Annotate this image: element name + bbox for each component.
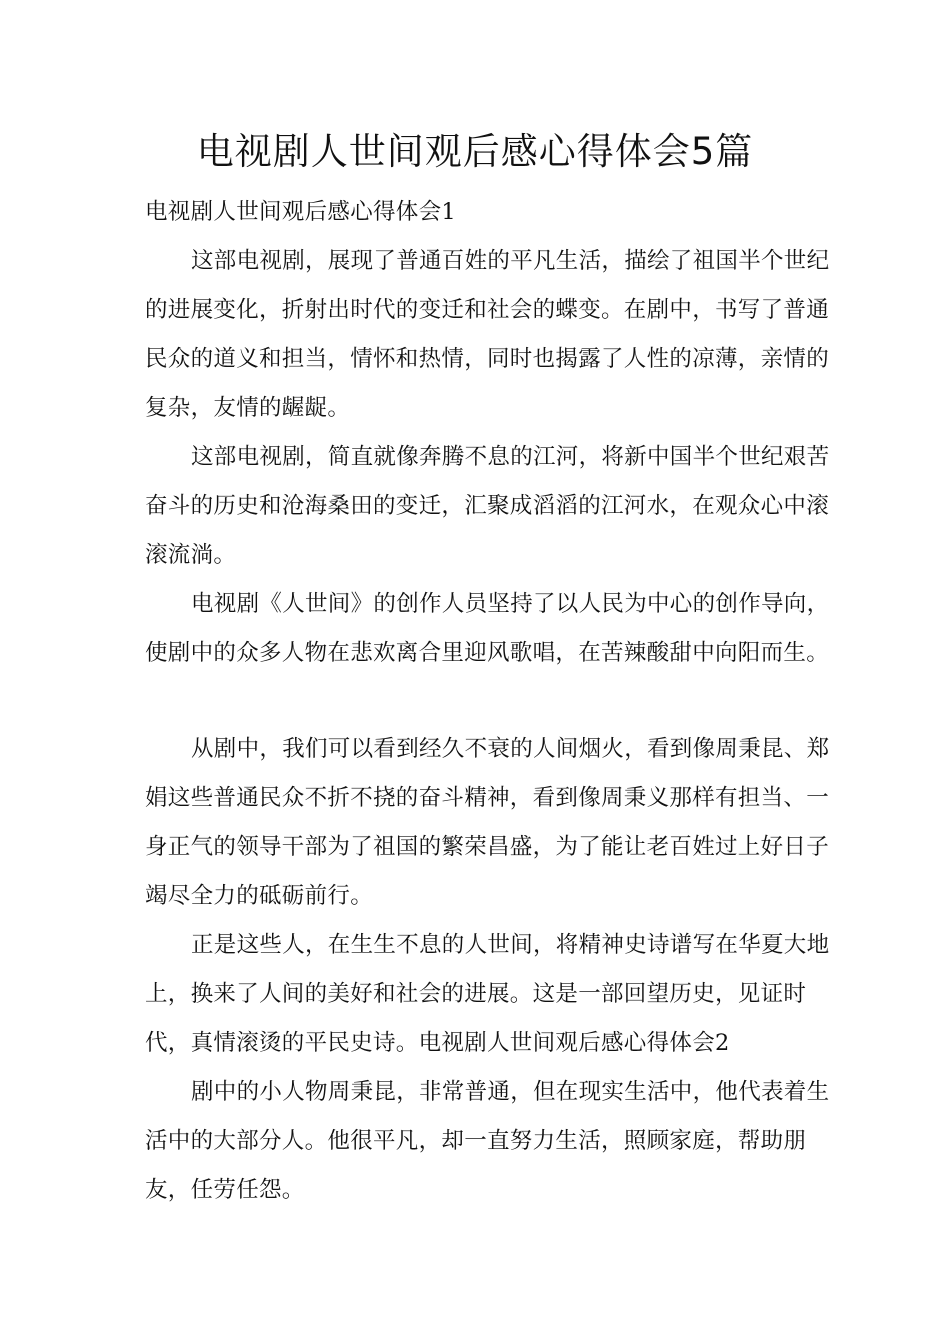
paragraph: 从剧中，我们可以看到经久不衰的人间烟火，看到像周秉昆、郑娟这些普通民众不折不挠的奋斗精神，看到像周秉义那样有担当、一身正气的领导干部为了祖国的繁荣昌盛，为了能让老百姓过上好日子竭尽全力的砥砺前行。 [145,736,830,909]
document-body [145,188,835,1215]
paragraph: 剧中的小人物周秉昆，非常普通，但在现实生活中，他代表着生活中的大部分人。他很平凡，却一直努力生活，照顾家庭，帮助朋友，任劳任怨。 [145,1079,830,1203]
paragraph-gap [145,678,835,725]
paragraph: 这部电视剧，展现了普通百姓的平凡生活，描绘了祖国半个世纪的进展变化，折射出时代的变迁和社会的蝶变。在剧中，书写了普通民众的道义和担当，情怀和热情，同时也揭露了人性的凉薄，亲情的复杂，友情的龌龊。 [145,248,830,421]
document-title: 电视剧人世间观后感心得体会5篇 [196,130,754,173]
section-heading: 电视剧人世间观后感心得体会1 [145,199,457,225]
paragraph: 正是这些人，在生生不息的人世间，将精神史诗谱写在华夏大地上，换来了人间的美好和社会的进展。这是一部回望历史，见证时代，真情滚烫的平民史诗。电视剧人世间观后感心得体会2 [145,932,830,1056]
paragraph: 电视剧《人世间》的创作人员坚持了以人民为中心的创作导向，使剧中的众多人物在悲欢离合里迎风歌唱，在苦辣酸甜中向阳而生。 [145,591,830,666]
paragraph: 这部电视剧，简直就像奔腾不息的江河，将新中国半个世纪艰苦奋斗的历史和沧海桑田的变迁，汇聚成滔滔的江河水，在观众心中滚滚流淌。 [145,444,830,568]
